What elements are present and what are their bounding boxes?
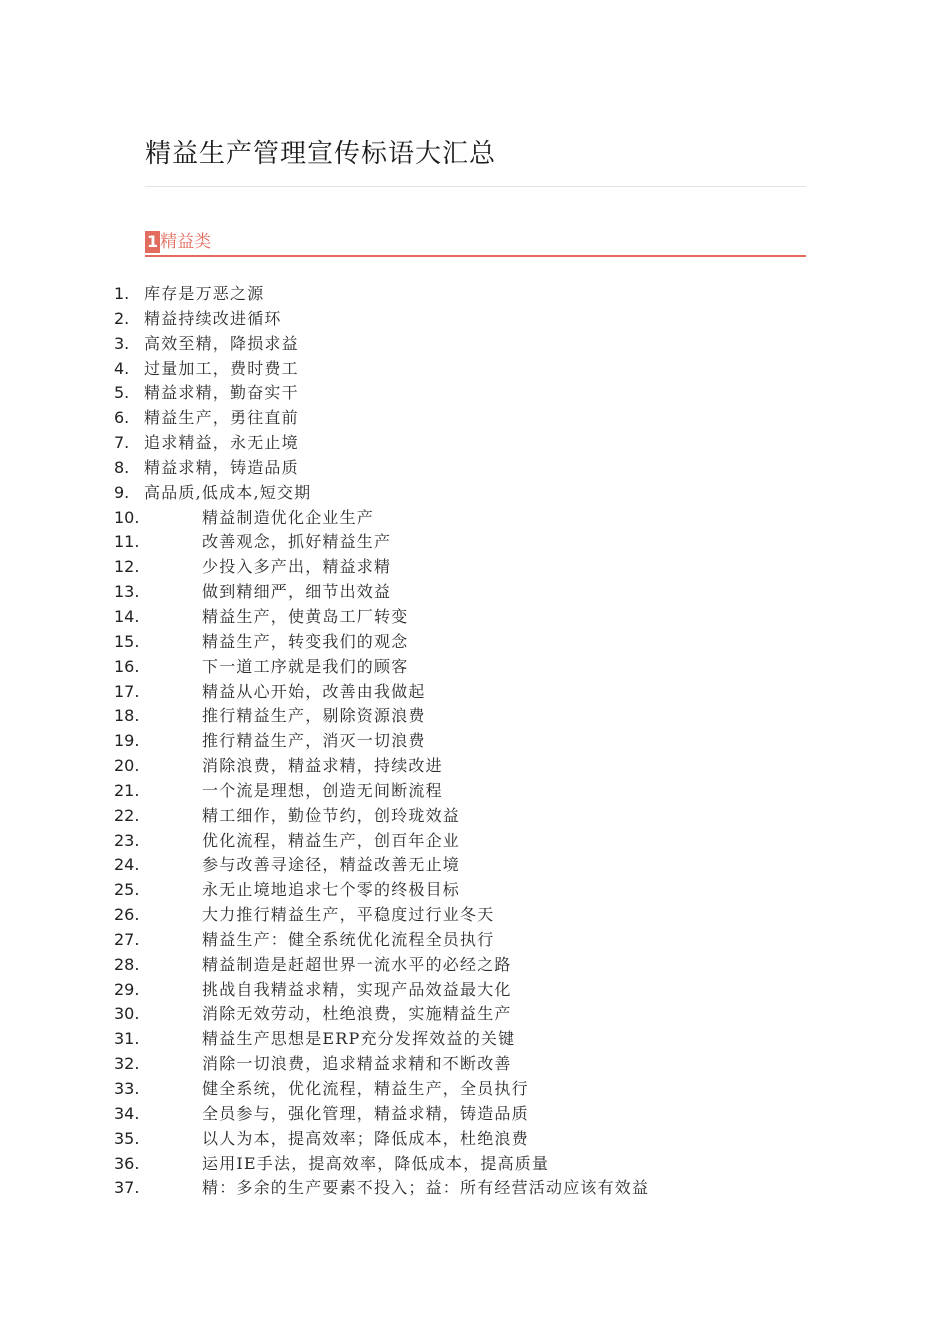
list-item-text: 精工细作，勤俭节约，创玲珑效益 xyxy=(202,805,461,825)
list-item-text: 精益生产，勇往直前 xyxy=(144,408,299,428)
list-item-text: 精益求精，铸造品质 xyxy=(144,457,299,477)
title-divider xyxy=(145,186,806,187)
list-item-number: 34. xyxy=(114,1103,140,1123)
list-item-text: 少投入多产出，精益求精 xyxy=(202,557,392,577)
list-item-text: 精益求精，勤奋实干 xyxy=(144,383,299,403)
list-item-text: 永无止境地追求七个零的终极目标 xyxy=(202,880,461,900)
list-item-number: 13. xyxy=(114,582,140,602)
list-item-number: 4. xyxy=(114,358,130,378)
list-item-number: 15. xyxy=(114,631,140,651)
list-item-text: 以人为本，提高效率；降低成本，杜绝浪费 xyxy=(202,1128,529,1148)
list-item-number: 35. xyxy=(114,1128,140,1148)
list-item-number: 1. xyxy=(114,284,130,303)
section-label: 精益类 xyxy=(160,232,212,252)
list-item-number: 2. xyxy=(114,308,130,328)
list-item-number: 29. xyxy=(114,979,140,999)
list-item-number: 6. xyxy=(114,408,130,428)
list-item-number: 14. xyxy=(114,606,140,626)
list-item-number: 8. xyxy=(114,457,130,477)
list-item-number: 22. xyxy=(114,805,140,825)
list-item-number: 18. xyxy=(114,706,140,726)
list-item-text: 高效至精，降损求益 xyxy=(144,333,299,353)
list-item-text: 大力推行精益生产，平稳度过行业冬天 xyxy=(202,905,495,925)
list-item-text: 优化流程，精益生产，创百年企业 xyxy=(202,830,461,850)
list-item-number: 33. xyxy=(114,1079,140,1098)
list-item-number: 24. xyxy=(114,855,140,875)
list-item-text: 参与改善寻途径，精益改善无止境 xyxy=(202,855,461,875)
list-item-text: 改善观念，抓好精益生产 xyxy=(202,532,392,552)
list-item-text: 运用IE手法，提高效率，降低成本，提高质量 xyxy=(202,1153,550,1173)
list-item-number: 25. xyxy=(114,880,140,900)
list-item-number: 27. xyxy=(114,929,140,949)
list-item-text: 消除无效劳动，杜绝浪费，实施精益生产 xyxy=(202,1004,512,1024)
list-item-number: 11. xyxy=(114,532,140,552)
list-item-text: 精益持续改进循环 xyxy=(144,308,282,328)
list-item-text: 下一道工序就是我们的顾客 xyxy=(202,656,409,676)
list-item-number: 26. xyxy=(114,905,140,925)
section-heading xyxy=(145,231,806,257)
list-item-text: 高品质,低成本,短交期 xyxy=(144,482,312,502)
list-item-text: 过量加工，费时费工 xyxy=(144,358,299,378)
list-item-text: 挑战自我精益求精，实现产品效益最大化 xyxy=(202,979,512,999)
list-item-number: 17. xyxy=(114,681,140,701)
list-item-text: 精益制造优化企业生产 xyxy=(202,507,375,527)
list-item-number: 12. xyxy=(114,557,140,577)
list-item-text: 消除一切浪费，追求精益求精和不断改善 xyxy=(202,1054,512,1074)
list-item-number: 7. xyxy=(114,433,130,453)
list-item-number: 30. xyxy=(114,1004,140,1024)
list-item-text: 精益从心开始，改善由我做起 xyxy=(202,681,426,701)
list-item-text: 全员参与，强化管理，精益求精，铸造品质 xyxy=(202,1103,529,1123)
document-title: 精益生产管理宣传标语大汇总 xyxy=(145,139,497,169)
list-item-text: 消除浪费，精益求精，持续改进 xyxy=(202,756,443,776)
list-item-number: 28. xyxy=(114,954,140,974)
list-item-text: 精益生产：健全系统优化流程全员执行 xyxy=(202,929,495,949)
list-item-text: 健全系统，优化流程，精益生产，全员执行 xyxy=(202,1079,529,1098)
list-item-text: 追求精益，永无止境 xyxy=(144,433,299,453)
list-item-number: 36. xyxy=(114,1153,140,1173)
list-item-text: 精：多余的生产要素不投入；益：所有经营活动应该有效益 xyxy=(202,1178,650,1198)
list-item-number: 37. xyxy=(114,1178,140,1198)
list-item-number: 19. xyxy=(114,731,140,751)
list-item-number: 10. xyxy=(114,507,140,527)
list-item-text: 推行精益生产，剔除资源浪费 xyxy=(202,706,426,726)
list-item-number: 21. xyxy=(114,780,140,800)
list-item-text: 精益生产，使黄岛工厂转变 xyxy=(202,606,409,626)
list-item-number: 23. xyxy=(114,830,140,850)
list-item-text: 精益生产思想是ERP充分发挥效益的关键 xyxy=(202,1029,516,1049)
list-item-text: 库存是万恶之源 xyxy=(144,284,265,303)
list-item-number: 32. xyxy=(114,1054,140,1074)
list-item-number: 3. xyxy=(114,333,130,353)
list-item-number: 5. xyxy=(114,383,130,403)
list-item-text: 精益生产，转变我们的观念 xyxy=(202,631,409,651)
list-item-number: 31. xyxy=(114,1029,140,1049)
section-number-badge: 1 xyxy=(147,232,159,251)
list-item-text: 一个流是理想，创造无间断流程 xyxy=(202,780,443,800)
list-item-text: 做到精细严，细节出效益 xyxy=(202,582,392,602)
list-item-number: 16. xyxy=(114,656,140,676)
list-item-number: 9. xyxy=(114,482,130,502)
list-item-text: 精益制造是赶超世界一流水平的必经之路 xyxy=(202,954,512,974)
list-item-text: 推行精益生产，消灭一切浪费 xyxy=(202,731,426,751)
list-item-number: 20. xyxy=(114,756,140,776)
